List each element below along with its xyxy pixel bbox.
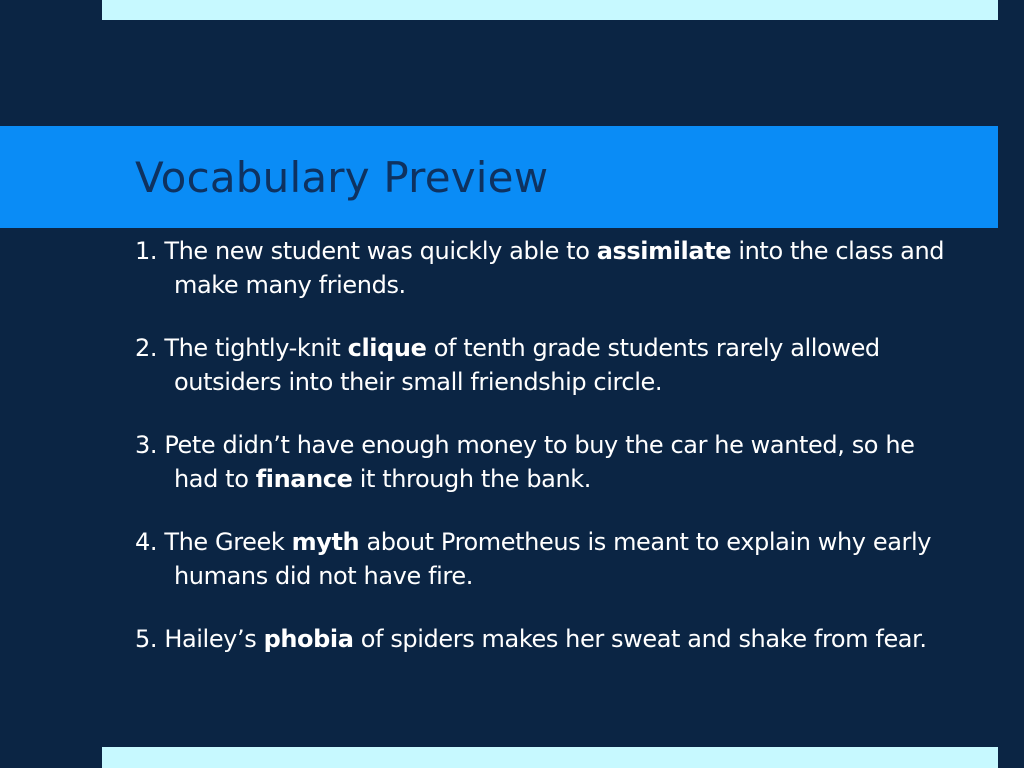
vocabulary-item-4 (135, 525, 965, 593)
sentence-end: of spiders makes her sweat and shake from fear. (353, 625, 927, 653)
vocabulary-item-1 (135, 234, 965, 302)
vocabulary-term: myth (291, 528, 360, 556)
vocabulary-term: finance (255, 465, 353, 493)
vocabulary-item-5 (135, 622, 965, 656)
sentence-start: 3. Pete didn’t have enough money to buy the car he wanted, so he had to (135, 431, 915, 493)
sentence-end: of tenth grade students rarely allowed outsiders into their small friendship circle. (174, 334, 880, 396)
vocabulary-item-3 (135, 428, 965, 496)
sentence-start: 2. The tightly-knit (135, 334, 348, 362)
vocabulary-list (135, 234, 965, 685)
bottom-accent-bar (102, 747, 998, 768)
top-accent-bar (102, 0, 998, 20)
vocabulary-term: phobia (263, 625, 354, 653)
sentence-end: about Prometheus is meant to explain why early humans did not have fire. (174, 528, 932, 590)
slide-title: Vocabulary Preview (135, 153, 549, 202)
sentence-end: into the class and make many friends. (174, 237, 945, 299)
sentence-start: 5. Hailey’s (135, 625, 264, 653)
sentence-start: 1. The new student was quickly able to (135, 237, 597, 265)
vocabulary-item-2 (135, 331, 965, 399)
vocabulary-term: assimilate (596, 237, 732, 265)
sentence-end: it through the bank. (352, 465, 592, 493)
sentence-start: 4. The Greek (135, 528, 292, 556)
vocabulary-term: clique (347, 334, 427, 362)
